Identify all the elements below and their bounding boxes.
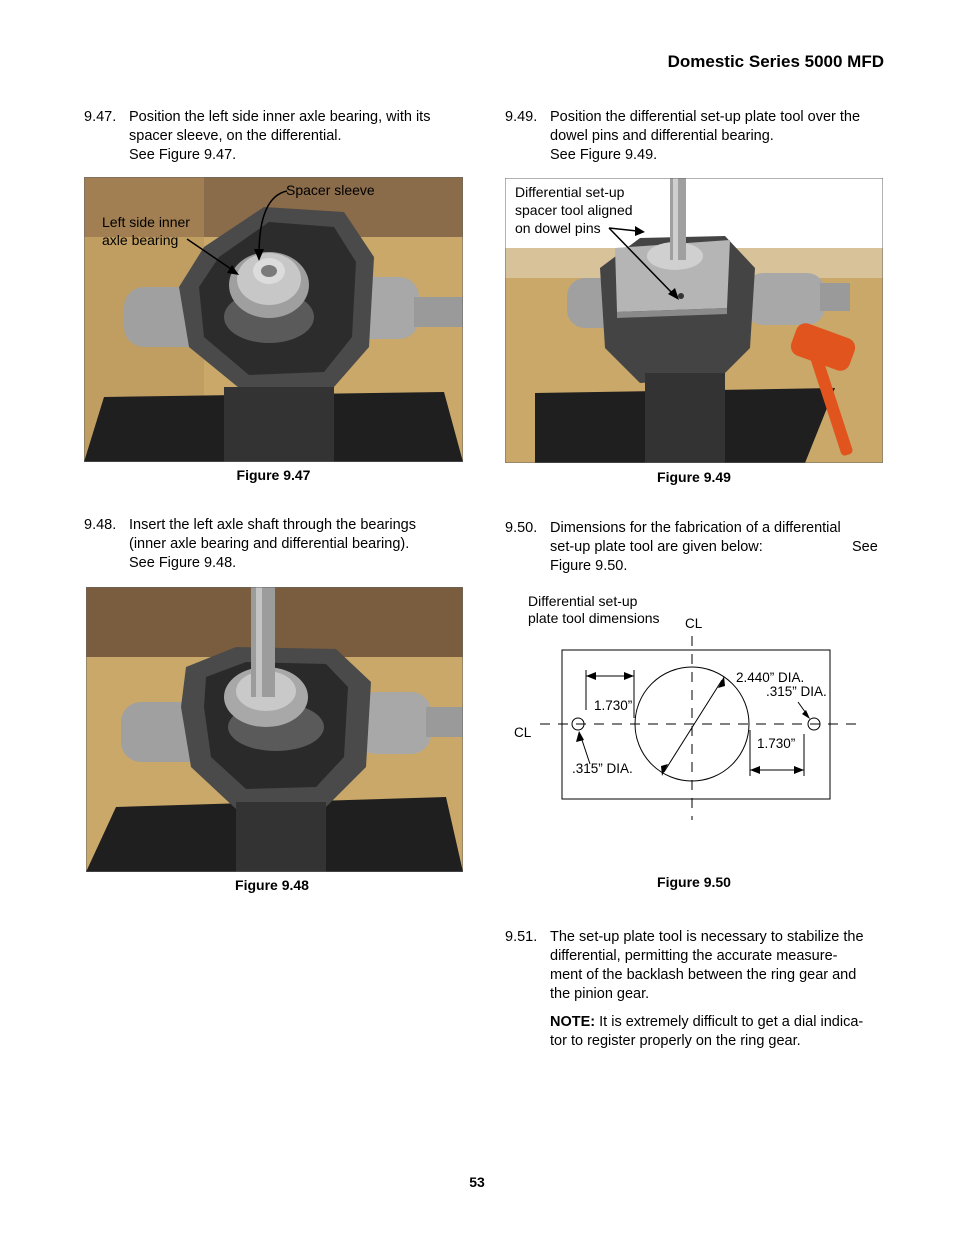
step-line: Position the left side inner axle bearing, with its	[129, 109, 431, 125]
offset-left-label: 1.730”	[594, 698, 633, 713]
step-line: set-up plate tool are given below:	[550, 539, 763, 555]
centerline-label-top: CL	[685, 616, 703, 631]
dia-small-right-label: .315” DIA.	[766, 684, 827, 699]
note-label: NOTE:	[550, 1014, 596, 1030]
step-text	[129, 516, 416, 573]
step-line: differential, permitting the accurate measure-	[550, 948, 838, 964]
step-9-49	[505, 108, 905, 168]
step-text	[550, 928, 864, 1004]
note-line2: tor to register properly on the ring gear.	[550, 1033, 801, 1049]
note-line1	[550, 1013, 895, 1032]
step-line: Position the differential set-up plate tool over the	[550, 109, 861, 125]
step-line: See Figure 9.48.	[129, 555, 237, 571]
step-line: The set-up plate tool is necessary to stabilize the	[550, 929, 864, 945]
callout-tool-line1: Differential set-up	[515, 184, 625, 200]
callout-spacer-sleeve: Spacer sleeve	[286, 182, 375, 198]
step-number: 9.47.	[84, 109, 117, 125]
step-see-word: See	[852, 539, 878, 555]
callout-bearing-line1: Left side inner	[102, 214, 190, 230]
step-9-50	[505, 519, 885, 579]
step-line: Figure 9.50.	[550, 558, 628, 574]
page-header-title: Domestic Series 5000 MFD	[667, 52, 884, 71]
step-line: See Figure 9.49.	[550, 147, 658, 163]
step-line: ment of the backlash between the ring gear and	[550, 967, 857, 983]
step-line: Dimensions for the fabrication of a differential	[550, 520, 841, 536]
diagram-title-line2: plate tool dimensions	[528, 610, 660, 626]
figure-9-50-caption: Figure 9.50	[657, 874, 731, 890]
step-number: 9.51.	[505, 929, 538, 945]
callout-tool-line2: spacer tool aligned	[515, 202, 633, 218]
dia-large-label: 2.440” DIA.	[736, 670, 805, 685]
figure-9-49-arrows	[505, 178, 883, 463]
callout-bearing-line2: axle bearing	[102, 232, 179, 248]
note-block	[550, 1013, 895, 1051]
step-line: (inner axle bearing and differential bearing).	[129, 536, 410, 552]
figure-9-49-caption: Figure 9.49	[657, 469, 731, 485]
step-9-51	[505, 928, 895, 1008]
figure-9-48-photo	[86, 587, 463, 872]
note-text: It is extremely difficult to get a dial indica-	[595, 1014, 864, 1030]
step-line: spacer sleeve, on the differential.	[129, 128, 342, 144]
step-number: 9.49.	[505, 109, 538, 125]
step-text	[550, 108, 860, 165]
step-text	[550, 519, 841, 576]
step-text	[129, 108, 430, 165]
step-number: 9.50.	[505, 520, 538, 536]
step-line: dowel pins and differential bearing.	[550, 128, 774, 144]
step-number: 9.48.	[84, 517, 117, 533]
step-line: the pinion gear.	[550, 986, 650, 1002]
figure-9-47-caption: Figure 9.47	[236, 467, 311, 483]
figure-9-50-diagram	[500, 630, 880, 830]
diagram-title-line1: Differential set-up	[528, 593, 638, 609]
step-line: See Figure 9.47.	[129, 147, 237, 163]
step-9-47	[84, 108, 484, 168]
figure-9-47-arrows	[84, 177, 463, 462]
page-number: 53	[469, 1174, 485, 1190]
step-line: Insert the left axle shaft through the bearings	[129, 517, 416, 533]
callout-tool-line3: on dowel pins	[515, 220, 601, 236]
figure-9-48-caption: Figure 9.48	[235, 877, 309, 893]
offset-right-label: 1.730”	[757, 736, 796, 751]
centerline-label-left: CL	[514, 725, 532, 740]
step-9-48	[84, 516, 484, 576]
dia-small-left-label: .315” DIA.	[572, 761, 633, 776]
